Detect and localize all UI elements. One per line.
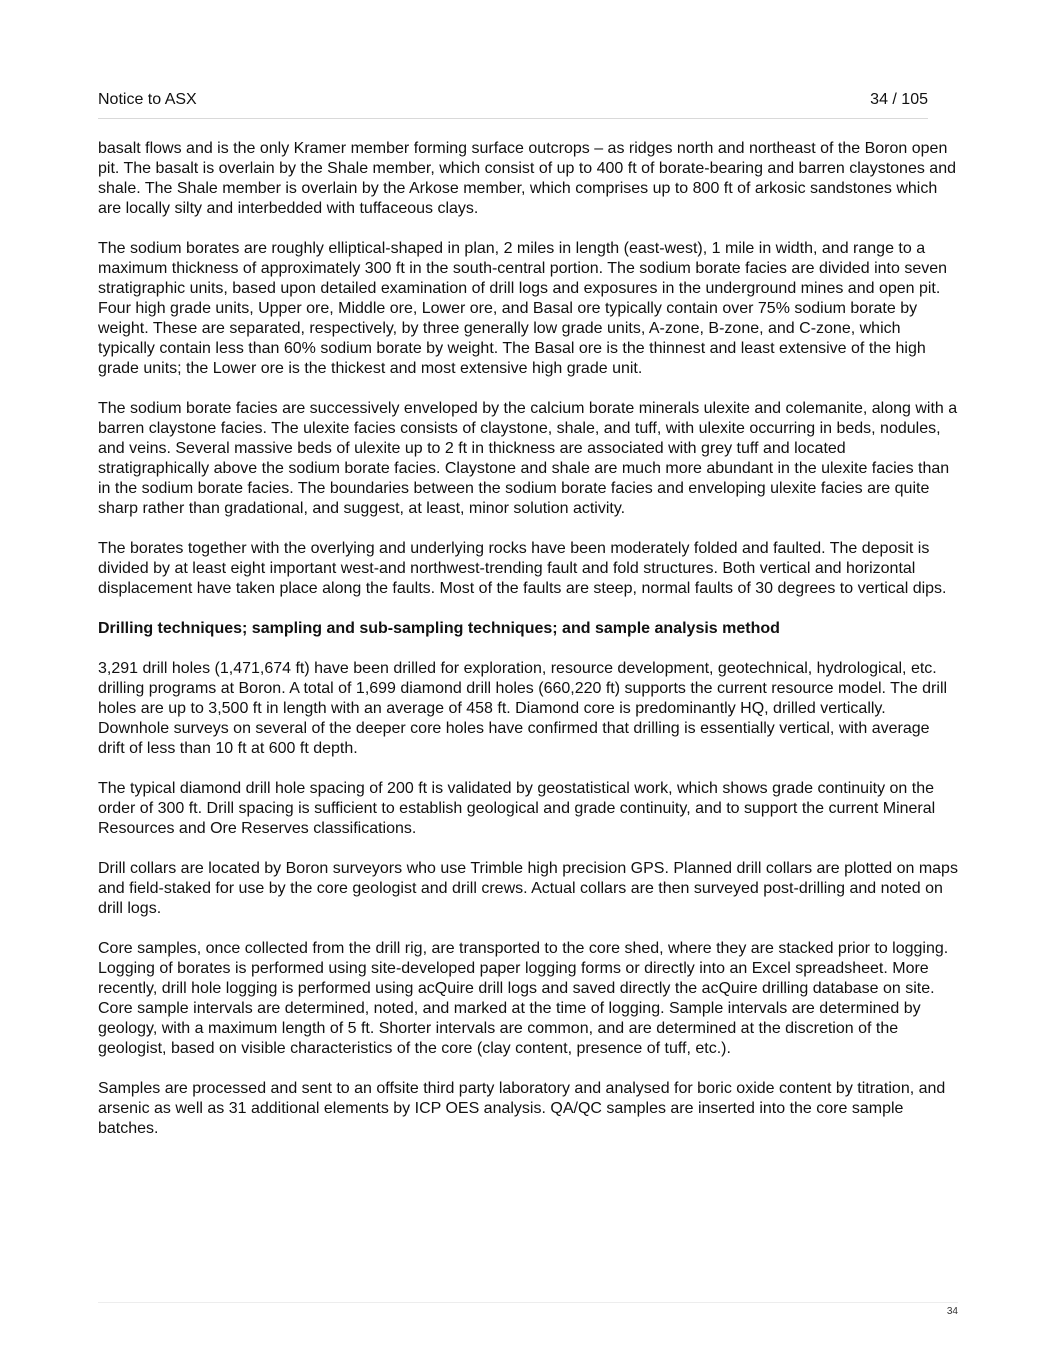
section-paragraph: Samples are processed and sent to an offsite third party laboratory and analysed for boric oxide content by titration, and arsenic as well as 31 additional elements by ICP OES analysis. QA/QC samples are inserted into the core sample batches. [98,1080,946,1137]
section-paragraph: Drill collars are located by Boron surveyors who use Trimble high precision GPS. Planned drill collars are plotted on maps and field-staked for use by the core geologist and drill crews. Actual collars are then surveyed post-drilling and noted on drill logs. [98,860,958,917]
body-paragraph: The borates together with the overlying and underlying rocks have been moderately folded and faulted. The deposit is divided by at least eight important west-and northwest-trending fault and fold structures. Both vertical and horizontal displacement have taken place along the faults. Most of the faults are steep, normal faults of 30 degrees to vertical dips. [98,540,947,597]
page-indicator: 34 / 105 [870,91,928,108]
footer-page-number: 34 [946,1306,958,1317]
body-paragraph: The sodium borates are roughly elliptical-shaped in plan, 2 miles in length (east-west), 1 mile in width, and range to a maximum thickness of approximately 300 ft in the south-central portion. The sodium borate facies are divided into seven stratigraphic units, based upon detailed examination of drill logs and exposures in the underground mines and open pit. Four high grade units, Upper ore, Middle ore, Lower ore, and Basal ore typically contain over 75% sodium borate by weight. These are separated, respectively, by three generally low grade units, A-zone, B-zone, and C-zone, which typically contain less than 60% sodium borate by weight. The Basal ore is the thinnest and least extensive of the high grade units; the Lower ore is the thickest and most extensive high grade unit. [98,240,948,377]
document-body [98,139,958,1159]
section-heading: Drilling techniques; sampling and sub-sampling techniques; and sample analysis method [98,620,780,637]
page-header [98,88,928,119]
body-paragraph: basalt flows and is the only Kramer member forming surface outcrops – as ridges north and northeast of the Boron open pit. The basalt is overlain by the Shale member, which consist of up to 400 ft of borate-bearing and barren claystones and shale. The Shale member is overlain by the Arkose member, which comprises up to 800 ft of arkosic sandstones which are locally silty and interbedded with tuffaceous clays. [98,140,956,217]
section-paragraph: 3,291 drill holes (1,471,674 ft) have been drilled for exploration, resource development, geotechnical, hydrological, etc. drilling programs at Boron. A total of 1,699 diamond drill holes (660,220 ft) supports the current resource model. The drill holes are up to 3,500 ft in length with an average of 458 ft. Diamond core is predominantly HQ, drilled vertically. Downhole surveys on several of the deeper core holes have confirmed that drilling is essentially vertical, with average drift of less than 10 ft at 600 ft depth. [98,660,948,757]
section-paragraph: The typical diamond drill hole spacing of 200 ft is validated by geostatistical work, which shows grade continuity on the order of 300 ft. Drill spacing is sufficient to establish geological and grade continuity, and to support the current Mineral Resources and Ore Reserves classifications. [98,780,936,837]
body-paragraph: The sodium borate facies are successively enveloped by the calcium borate minerals ulexite and colemanite, along with a barren claystone facies. The ulexite facies consists of claystone, shale, and tuff, with ulexite occurring in beds, nodules, and veins. Several massive beds of ulexite up to 2 ft in thickness are associated with grey tuff and located stratigraphically above the sodium borate facies. Claystone and shale are much more abundant in the ulexite facies than in the sodium borate facies. The boundaries between the sodium borate facies and enveloping ulexite facies are quite sharp rather than gradational, and suggest, at least, minor solution activity. [98,400,958,517]
footer-divider [98,1302,958,1303]
section-paragraph: Core samples, once collected from the drill rig, are transported to the core shed, where they are stacked prior to logging. Logging of borates is performed using site-developed paper logging forms or directly into an Excel spreadsheet. More recently, drill hole logging is performed using acQuire drill logs and saved directly the acQuire drilling database on site. Core sample intervals are determined, noted, and marked at the time of logging. Sample intervals are determined by geology, with a maximum length of 5 ft. Shorter intervals are common, and are determined at the discretion of the geologist, based on visible characteristics of the core (clay content, presence of tuff, etc.). [98,940,949,1057]
document-title: Notice to ASX [98,91,197,108]
